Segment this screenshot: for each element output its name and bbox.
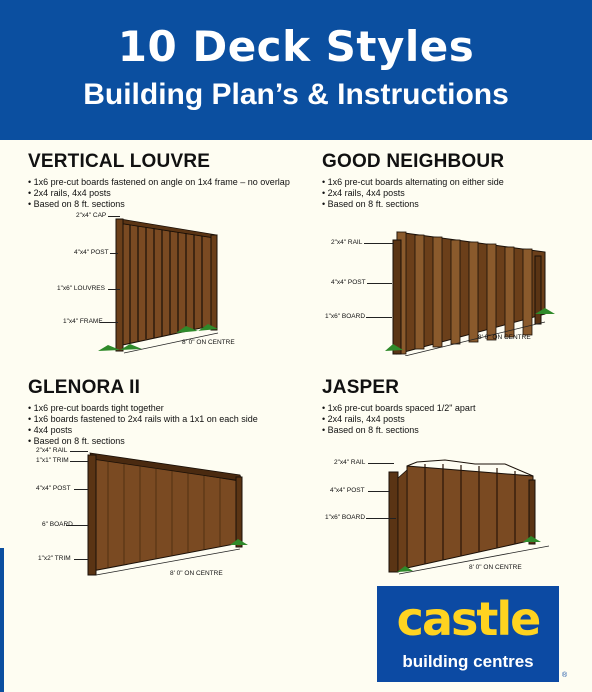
good-neighbour-illustration bbox=[385, 226, 565, 356]
leader-line bbox=[70, 461, 88, 462]
bullet-list bbox=[28, 403, 308, 447]
bullet-item: • 1x6 pre-cut boards tight together bbox=[28, 403, 308, 414]
bullet-item: • 4x4 posts bbox=[28, 425, 308, 436]
leader-line bbox=[364, 243, 394, 244]
page-subtitle: Building Plan’s & Instructions bbox=[83, 78, 509, 111]
label-rail: 2"x4" RAIL bbox=[36, 447, 68, 454]
section-title: GLENORA II bbox=[28, 377, 141, 398]
bullet-item: • Based on 8 ft. sections bbox=[322, 199, 582, 210]
leader-line bbox=[368, 491, 390, 492]
label-trim-bottom: 1"x2" TRIM bbox=[38, 555, 71, 562]
leader-line bbox=[74, 489, 88, 490]
label-louvres: 1"x6" LOUVRES bbox=[57, 285, 105, 292]
bullet-item: • 1x6 pre-cut boards fastened on angle on 1x4 frame – no overlap bbox=[28, 177, 308, 188]
label-frame: 1"x4" FRAME bbox=[63, 318, 103, 325]
label-rail: 2"x4" RAIL bbox=[334, 459, 366, 466]
leader-line bbox=[108, 216, 120, 217]
label-on-centre: 8' 0" ON CENTRE bbox=[469, 564, 522, 571]
leader-line bbox=[368, 463, 394, 464]
leader-line bbox=[366, 317, 392, 318]
left-edge-bar bbox=[0, 548, 4, 692]
leader-line bbox=[367, 283, 392, 284]
bullet-item: • 1x6 pre-cut boards spaced 1/2" apart bbox=[322, 403, 582, 414]
bullet-item: • 2x4 rails, 4x4 posts bbox=[28, 188, 308, 199]
section-title: JASPER bbox=[322, 377, 400, 398]
label-rail: 2"x4" RAIL bbox=[331, 239, 363, 246]
label-on-centre: 8' 0" ON CENTRE bbox=[182, 339, 235, 346]
bullet-item: • 2x4 rails, 4x4 posts bbox=[322, 188, 582, 199]
logo-wordmark: castle bbox=[396, 592, 540, 646]
bullet-item: • Based on 8 ft. sections bbox=[28, 436, 308, 447]
section-title: GOOD NEIGHBOUR bbox=[322, 151, 505, 172]
label-board: 1"x6" BOARD bbox=[325, 514, 366, 521]
label-board: 1"x6" BOARD bbox=[325, 313, 366, 320]
leader-line bbox=[108, 289, 120, 290]
leader-line bbox=[74, 559, 88, 560]
leader-line bbox=[110, 253, 118, 254]
label-trim-top: 1"x1" TRIM bbox=[36, 457, 69, 464]
bullet-item: • Based on 8 ft. sections bbox=[322, 425, 582, 436]
leader-line bbox=[70, 451, 88, 452]
section-glenora bbox=[28, 377, 308, 447]
jasper-illustration bbox=[385, 450, 560, 575]
label-on-centre: 8' 0" ON CENTRE bbox=[170, 570, 223, 577]
label-on-centre: 8' 0" ON CENTRE bbox=[478, 334, 531, 341]
bullet-item: • Based on 8 ft. sections bbox=[28, 199, 308, 210]
label-cap: 2"x4" CAP bbox=[76, 212, 107, 219]
label-board: 6" BOARD bbox=[42, 521, 73, 528]
label-post: 4"x4" POST bbox=[330, 487, 365, 494]
section-good-neighbour bbox=[322, 151, 582, 210]
header-banner bbox=[0, 0, 592, 140]
registered-mark: ® bbox=[562, 672, 568, 679]
leader-line bbox=[66, 525, 88, 526]
vertical-louvre-illustration bbox=[90, 205, 290, 360]
glenora-illustration bbox=[80, 445, 250, 577]
logo-subtitle: building centres bbox=[402, 652, 534, 671]
leader-line bbox=[100, 322, 118, 323]
bullet-item: • 2x4 rails, 4x4 posts bbox=[322, 414, 582, 425]
section-jasper bbox=[322, 377, 582, 436]
leader-line bbox=[366, 518, 396, 519]
section-vertical-louvre bbox=[28, 151, 308, 210]
bullet-item: • 1x6 boards fastened to 2x4 rails with a 1x1 on each side bbox=[28, 414, 308, 425]
bullet-list bbox=[322, 403, 582, 436]
section-title: VERTICAL LOUVRE bbox=[28, 151, 211, 172]
label-post: 4"x4" POST bbox=[36, 485, 71, 492]
bullet-item: • 1x6 pre-cut boards alternating on either side bbox=[322, 177, 582, 188]
page-title: 10 Deck Styles bbox=[117, 22, 475, 71]
label-post: 4"x4" POST bbox=[331, 279, 366, 286]
label-post: 4"x4" POST bbox=[74, 249, 109, 256]
castle-logo bbox=[377, 586, 559, 682]
bullet-list bbox=[322, 177, 582, 210]
